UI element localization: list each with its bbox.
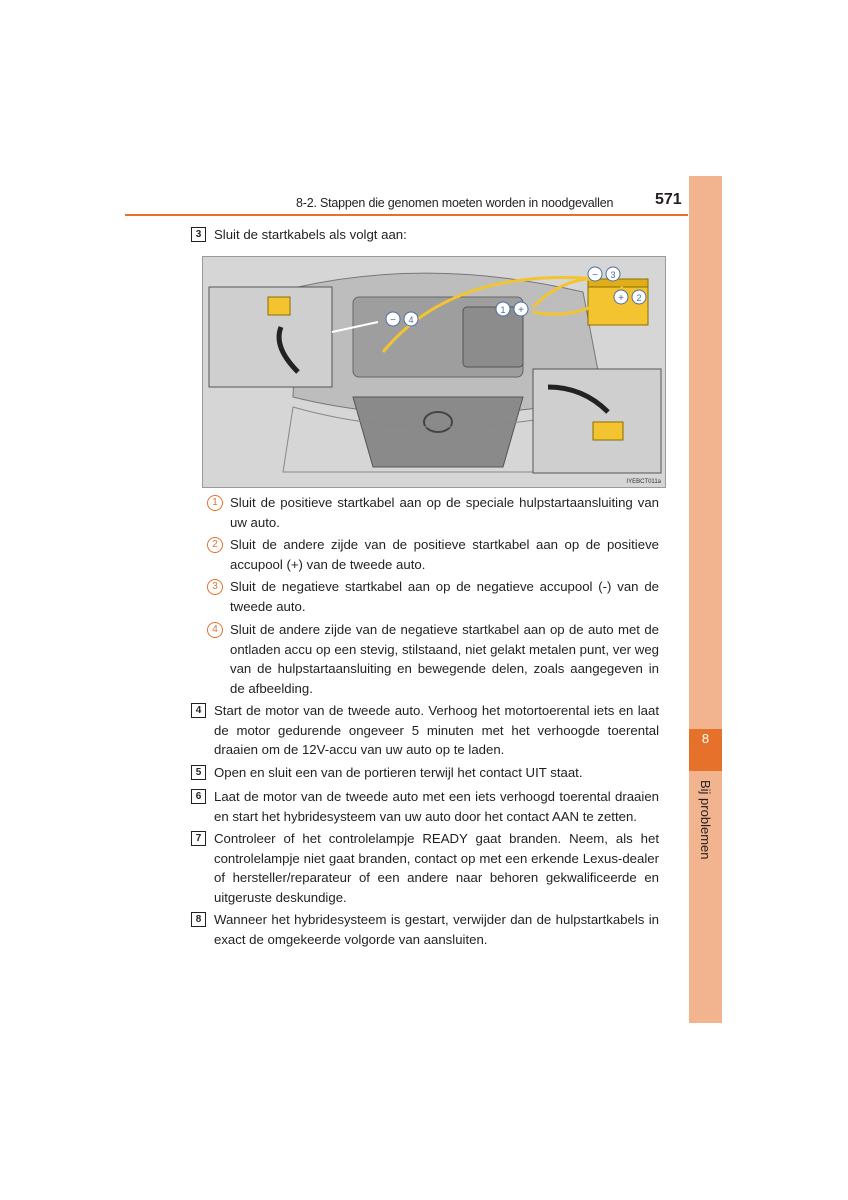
step-number-box: 7 bbox=[191, 831, 206, 846]
step-number-box: 5 bbox=[191, 765, 206, 780]
step-6 bbox=[191, 787, 659, 826]
substep-4 bbox=[207, 620, 659, 698]
step-number-box: 6 bbox=[191, 789, 206, 804]
step-number-box: 8 bbox=[191, 912, 206, 927]
step-text: Controleer of het controlelampje READY gaat branden. Neem, als het controlelampje niet gaat branden, contact op met een erkende Lexus-dealer of hersteller/reparateur of een andere naar behoren gekwalificeerde en uitgeruste deskundige. bbox=[214, 831, 659, 905]
chapter-title: Bij problemen bbox=[698, 780, 713, 860]
step-text: Open en sluit een van de portieren terwijl het contact UIT staat. bbox=[214, 765, 583, 780]
step-8 bbox=[191, 910, 659, 949]
callout-sign: + bbox=[618, 293, 624, 304]
step-4 bbox=[191, 701, 659, 760]
substep-3 bbox=[207, 577, 659, 616]
step-number-box: 3 bbox=[191, 227, 206, 242]
engine-bay-illustration bbox=[202, 256, 666, 488]
substep-text: Sluit de positieve startkabel aan op de speciale hulpstartaansluiting van uw auto. bbox=[230, 495, 659, 530]
step-text: Laat de motor van de tweede auto met een iets verhoogd toerental draaien en start het hybridesysteem van uw auto door het contact AAN te zetten. bbox=[214, 789, 659, 824]
step-5 bbox=[191, 763, 659, 783]
figure-code: IYEBCT011a bbox=[626, 479, 661, 485]
step-3 bbox=[191, 225, 659, 245]
callout-number: 4 bbox=[408, 315, 414, 325]
substep-text: Sluit de andere zijde van de positieve startkabel aan op de positieve accupool (+) van de tweede auto. bbox=[230, 537, 659, 572]
page-number: 571 bbox=[655, 191, 682, 208]
callout-sign: + bbox=[518, 305, 524, 316]
substep-number: 3 bbox=[207, 579, 223, 595]
step-text: Wanneer het hybridesysteem is gestart, verwijder dan de hulpstartkabels in exact de omgekeerde volgorde van aansluiten. bbox=[214, 912, 659, 947]
step-7 bbox=[191, 829, 659, 907]
substep-text: Sluit de andere zijde van de negatieve startkabel aan op de auto met de ontladen accu op een stevig, stilstaand, niet gelakt metalen punt, ver weg van de hulpstartaansluiting en bewegende delen, zoals aangegeven in de afbeelding. bbox=[230, 622, 659, 696]
callout-sign: − bbox=[592, 270, 598, 281]
callout-number: 3 bbox=[610, 270, 616, 280]
substep-number: 1 bbox=[207, 495, 223, 511]
substep-1 bbox=[207, 493, 659, 532]
illustration-svg bbox=[203, 257, 665, 487]
step-number-box: 4 bbox=[191, 703, 206, 718]
substep-2 bbox=[207, 535, 659, 574]
header-rule bbox=[125, 214, 688, 216]
substep-text: Sluit de negatieve startkabel aan op de negatieve accupool (-) van de tweede auto. bbox=[230, 579, 659, 614]
callout-sign: − bbox=[390, 315, 396, 326]
substep-number: 2 bbox=[207, 537, 223, 553]
section-title: 8-2. Stappen die genomen moeten worden in noodgevallen bbox=[296, 196, 614, 210]
callout-number: 2 bbox=[636, 293, 642, 303]
step-text: Start de motor van de tweede auto. Verhoog het motortoerental iets en laat de motor gedurende ongeveer 5 minuten met het verhoogde toerental draaien om de 12V-accu van uw auto op te laden. bbox=[214, 703, 659, 757]
substep-number: 4 bbox=[207, 622, 223, 638]
step-text: Sluit de startkabels als volgt aan: bbox=[214, 227, 407, 242]
callout-number: 1 bbox=[500, 305, 506, 315]
chapter-number: 8 bbox=[701, 731, 710, 746]
side-tab-upper bbox=[689, 176, 722, 729]
